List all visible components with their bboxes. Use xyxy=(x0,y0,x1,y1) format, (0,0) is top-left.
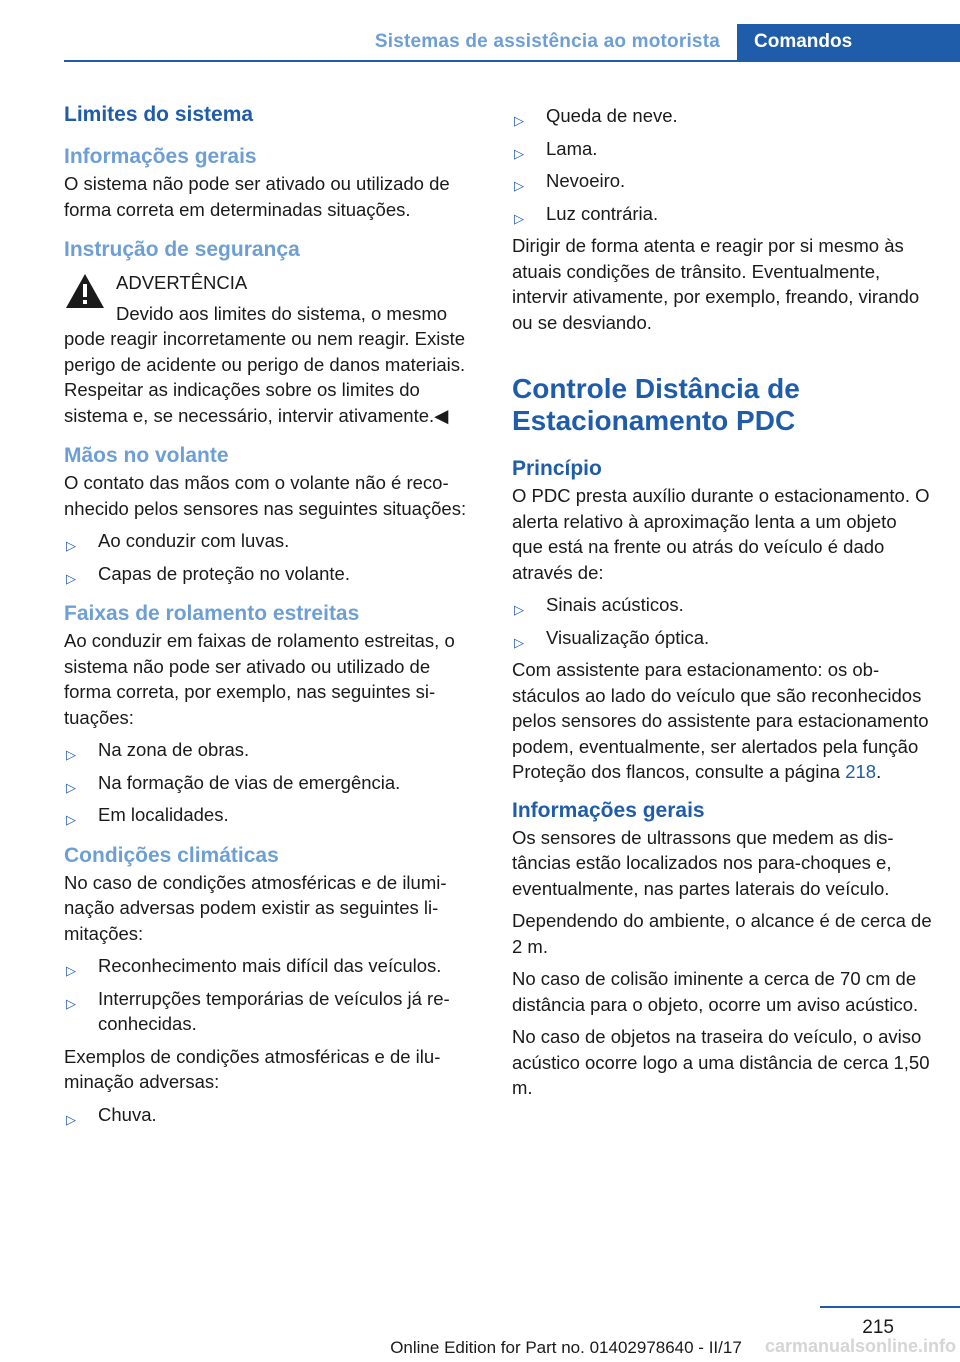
triangle-bullet-icon: ▷ xyxy=(514,145,524,161)
list-item: ▷ Ao conduzir com luvas. xyxy=(64,528,480,554)
paragraph-narrow-lanes: Ao conduzir em faixas de rolamento estreitas, o sistema não pode ser ativado ou utilizado de forma correta, por exemplo, nas seguintes situações: xyxy=(64,630,455,728)
list-item: ▷ Visualização óptica. xyxy=(512,625,932,651)
triangle-bullet-icon: ▷ xyxy=(66,963,76,978)
page-link[interactable]: 218 xyxy=(845,761,877,782)
paragraph-hands-on-wheel: O contato das mãos com o volante não é reconhecido pelos sensores nas seguintes situações: xyxy=(64,472,467,519)
edition-text: Online Edition for Part no. 01402978640 - II/17 xyxy=(390,1338,742,1357)
paragraph-principle: O PDC presta auxílio durante o estacionamento. O alerta relativo à aproximação lenta a um objeto que está na frente ou atrás do veículo é dado através de: xyxy=(512,485,930,583)
paragraph-rear-objects: No caso de objetos na traseira do veículo, o aviso acústico ocorre logo a uma distância de cerca 1,50 m. xyxy=(512,1026,930,1098)
list-item: ▷ Na zona de obras. xyxy=(64,737,480,763)
list-item: ▷ Na formação de vias de emergência. xyxy=(64,770,480,796)
section-title-system-limits: Limites do sistema xyxy=(64,103,254,126)
paragraph-range: Dependendo do ambiente, o alcance é de cerca de 2 m. xyxy=(512,910,932,957)
list-hands-on-wheel xyxy=(64,528,480,586)
paragraph-sensors: Os sensores de ultrassons que medem as distâncias estão localizados nos para-choques e, eventualmente, nas partes laterais do veículo. xyxy=(512,826,894,899)
warning-block xyxy=(64,270,480,326)
list-weather xyxy=(64,953,480,1037)
warning-label: ADVERTÊNCIA xyxy=(116,272,248,293)
triangle-bullet-icon: ▷ xyxy=(66,747,76,762)
warning-text: pode reagir incorretamente ou nem reagir. Existe perigo de acidente ou perigo de danos materiais. Respeitar as indicações sobre os limites do sistema e, se necessário, intervir ativamente.◀ xyxy=(64,328,466,426)
page-number-rule xyxy=(820,1306,960,1308)
triangle-bullet-icon: ▷ xyxy=(66,812,76,827)
list-item: ▷ Em localidades. xyxy=(64,802,480,828)
running-header-tab: Comandos xyxy=(737,24,960,61)
heading-general-info: Informações gerais xyxy=(64,145,257,168)
list-item: ▷ Chuva. xyxy=(64,1102,480,1128)
right-column xyxy=(512,103,932,1108)
paragraph-collision-warning: No caso de colisão iminente a cerca de 70 cm de distância para o objeto, ocorre um aviso acústico. xyxy=(512,968,919,1015)
list-weather-examples-cont xyxy=(512,103,932,226)
triangle-bullet-icon: ▷ xyxy=(514,210,524,226)
heading-principle: Princípio xyxy=(512,457,602,480)
heading-hands-on-wheel: Mãos no volante xyxy=(64,444,229,467)
warning-triangle-icon xyxy=(64,272,106,310)
triangle-bullet-icon: ▷ xyxy=(514,113,524,128)
list-item: ▷ Queda de neve. xyxy=(512,103,932,129)
list-principle xyxy=(512,592,932,650)
heading-general-info-pdc: Informações gerais xyxy=(512,798,705,822)
left-column xyxy=(64,103,480,1134)
heading-weather: Condições climáticas xyxy=(64,843,279,867)
list-item: ▷ Reconhecimento mais difícil das veículos. xyxy=(64,953,480,979)
warning-first-line: Devido aos limites do sistema, o mesmo xyxy=(116,303,448,324)
watermark: carmanualsonline.info xyxy=(764,1336,956,1356)
heading-safety: Instrução de segurança xyxy=(64,238,300,261)
paragraph-drive-attentively: Dirigir de forma atenta e reagir por si mesmo às atuais condições de trânsito. Eventualmente, intervir ativamente, por exemplo, freando, virando ou se desviando. xyxy=(512,235,920,333)
list-item: ▷ Lama. xyxy=(512,136,932,162)
list-narrow-lanes xyxy=(64,737,480,828)
triangle-bullet-icon: ▷ xyxy=(66,1111,76,1127)
paragraph-general-info: O sistema não pode ser ativado ou utilizado de forma correta em determinadas situações. xyxy=(64,173,450,220)
heading-narrow-lanes: Faixas de rolamento estreitas xyxy=(64,602,360,625)
triangle-bullet-icon: ▷ xyxy=(66,538,76,553)
page-number: 215 xyxy=(862,1317,894,1338)
paragraph-weather: No caso de condições atmosféricas e de iluminação adversas podem existir as seguintes limitações: xyxy=(64,871,447,944)
list-item: ▷ Luz contrária. xyxy=(512,201,932,227)
list-item: ▷ Sinais acústicos. xyxy=(512,592,932,618)
triangle-bullet-icon: ▷ xyxy=(514,178,524,193)
list-item: ▷ Nevoeiro. xyxy=(512,168,932,194)
list-weather-examples xyxy=(64,1102,480,1128)
triangle-bullet-icon: ▷ xyxy=(514,634,524,650)
list-item: ▷ Interrupções temporárias de veículos já reconhecidas. xyxy=(66,987,450,1034)
list-item: ▷ Capas de proteção no volante. xyxy=(64,561,480,587)
paragraph-weather-examples: Exemplos de condições atmosféricas e de iluminação adversas: xyxy=(64,1045,441,1092)
triangle-bullet-icon: ▷ xyxy=(66,995,76,1011)
triangle-bullet-icon: ▷ xyxy=(514,602,524,617)
paragraph-parking-assistant: Com assistente para estacionamento: os obstáculos ao lado do veículo que são reconhecidos pelos sensores do assistente para estacionamento podem, eventualmente, ser alertados pela função Proteção dos flancos, consulte a página 218. xyxy=(512,659,929,782)
running-header-section: Sistemas de assistência ao motorista xyxy=(374,31,720,52)
chapter-title-pdc: Controle Distância de Estacionamento PDC xyxy=(512,373,800,436)
triangle-bullet-icon: ▷ xyxy=(66,779,76,795)
triangle-bullet-icon: ▷ xyxy=(66,570,76,586)
header-rule xyxy=(64,60,960,62)
